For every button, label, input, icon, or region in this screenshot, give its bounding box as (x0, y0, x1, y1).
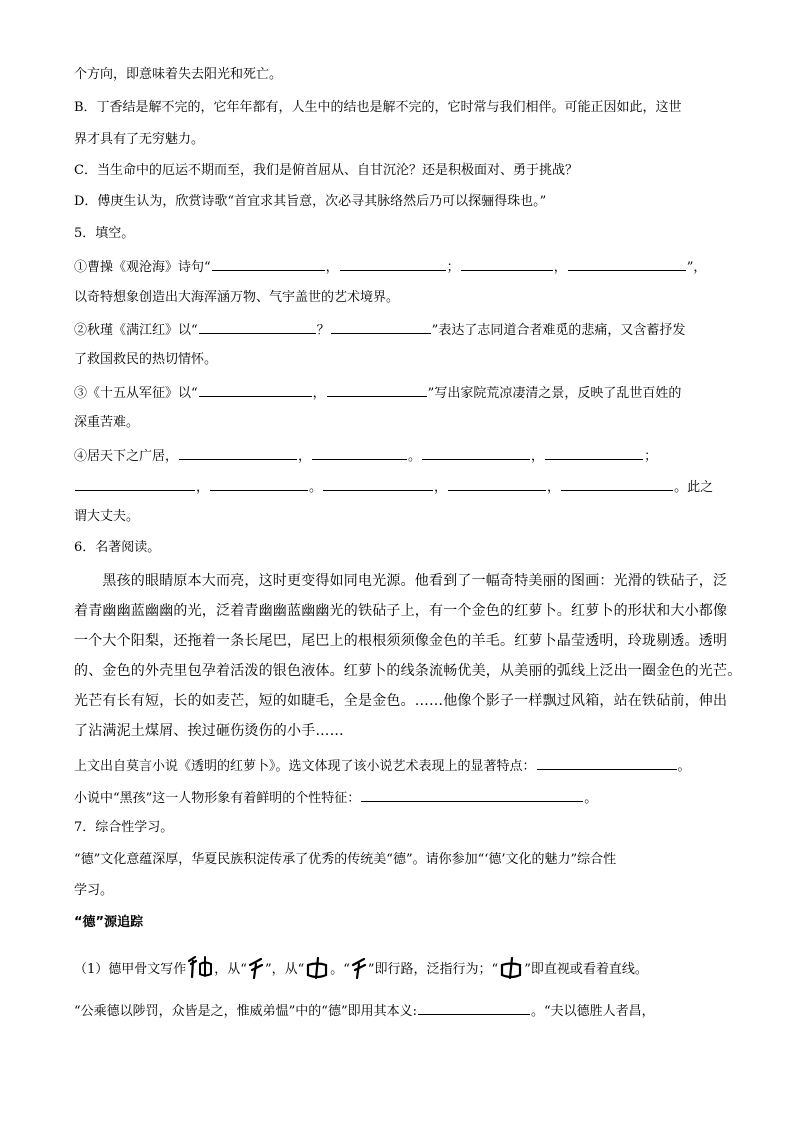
q5-item4-suffix: 。此之 (674, 480, 714, 495)
q7-item1-text: （1）德甲骨文写作 (74, 962, 187, 977)
separator: 。 (309, 480, 323, 495)
separator: ； (446, 260, 460, 275)
separator: ， (547, 480, 561, 495)
fill-blank[interactable] (327, 383, 427, 397)
q4-text-continuation: 个方向，即意味着失去阳光和死亡。 (74, 67, 283, 82)
q6-question2-text: 小说中“黑孩”这一人物形象有着鲜明的个性特征： (74, 791, 361, 806)
q5-item4-line2 (74, 477, 713, 497)
fill-blank[interactable] (75, 477, 195, 491)
q5-item2-suffix: ”表达了志同道合者难觅的悲痛，又含蓄抒发 (431, 323, 686, 338)
q4-option-c: C．当生命中的厄运不期而至，我们是俯首屈从、自甘沉沦？还是积极面对、勇于挑战？ (74, 163, 578, 178)
fill-blank[interactable] (212, 257, 325, 271)
q5-item1-continuation: 以奇特想象创造出大海浑涵万物、气宇盖世的艺术境界。 (74, 290, 400, 305)
separator: ， (434, 480, 448, 495)
q7-item2-text: “公乘德以陟罚，众皆是之，惟威弟愠”中的“德”即用其本义: (74, 1004, 417, 1019)
fill-blank[interactable] (561, 477, 673, 491)
q7-item1-text: ”即行路，泛指行为；“ (367, 962, 499, 977)
q6-question2 (74, 788, 597, 808)
q7-item1 (74, 955, 648, 979)
fill-blank[interactable] (422, 446, 530, 460)
q5-item2-prefix: ②秋瑾《满江红》以“ (74, 323, 198, 338)
q5-item2-continuation: 了救国救民的热切情怀。 (74, 352, 218, 367)
oracle-bone-chi-glyph-icon (248, 957, 264, 979)
oracle-bone-chi-glyph-icon (351, 957, 367, 979)
q7-item2-text: 。“夫以德胜人者昌， (530, 1004, 655, 1019)
q7-item1-text: 。“ (330, 962, 350, 977)
q7-item1-text: ”即直视或看着直线。 (524, 962, 648, 977)
fill-blank[interactable] (461, 257, 553, 271)
q7-item2 (74, 1001, 655, 1021)
separator: ； (644, 449, 658, 464)
q6-question1-text: 上文出自莫言小说《透明的红萝卜》。选文体现了该小说艺术表现上的显著特点： (74, 759, 536, 774)
separator: 。 (677, 759, 691, 774)
q5-item4-continuation: 谓大丈夫。 (74, 509, 140, 524)
q5-item3 (74, 383, 681, 403)
separator: ？ (316, 323, 330, 338)
separator: ， (325, 260, 339, 275)
fill-blank[interactable] (361, 788, 583, 802)
separator: 。 (408, 449, 422, 464)
q5-item3-suffix: ”写出家院荒凉凄清之景，反映了乱世百姓的 (427, 386, 682, 401)
oracle-bone-zhi-glyph-icon (305, 957, 329, 979)
q5-item3-continuation: 深重苦难。 (74, 415, 140, 430)
q5-item1 (74, 257, 706, 277)
fill-blank[interactable] (199, 320, 316, 334)
fill-blank[interactable] (312, 446, 407, 460)
q4-option-d: D．傅庚生认为，欣赏诗歌“首宜求其旨意，次必寻其脉络然后乃可以探骊得珠也。” (74, 194, 547, 209)
q5-item1-prefix: ①曹操《观沧海》诗句“ (74, 260, 211, 275)
q7-intro-line1: “德”文化意蕴深厚，华夏民族积淀传承了优秀的传统美“德”。请你参加“‘德’文化的魅力”综合性 (74, 852, 617, 867)
q6-passage-line6: 了沾满泥土煤屑、挨过砸伤烫伤的小手…… (74, 723, 344, 739)
separator: ， (196, 480, 210, 495)
q5-item4 (74, 446, 657, 466)
q6-passage-line2: 着青幽幽蓝幽幽的光，泛着青幽幽蓝幽幽光的铁砧子上，有一个金色的红萝卜。红萝卜的形状和大小都像 (74, 603, 728, 619)
separator: ， (298, 449, 312, 464)
separator: ， (531, 449, 545, 464)
q4-option-b-line1: B．丁香结是解不完的，它年年都有，人生中的结也是解不完的，它时常与我们相伴。可能正因如此，这世 (74, 100, 682, 115)
separator: 。 (584, 791, 598, 806)
q7-title: 7．综合性学习。 (74, 820, 174, 835)
q6-passage-line4: 的、金色的外壳里包孕着活泼的银色液体。红萝卜的线条流畅优美，从美丽的弧线上泛出一圈金色的光芒。 (74, 663, 742, 679)
q7-item1-text: ，从“ (214, 962, 247, 977)
q5-title: 5．填空。 (74, 226, 135, 241)
oracle-bone-zhi-glyph-icon (499, 957, 523, 979)
fill-blank[interactable] (331, 320, 431, 334)
q7-item1-text: ”，从“ (264, 962, 305, 977)
q6-title: 6．名著阅读。 (74, 540, 161, 555)
fill-blank[interactable] (340, 257, 446, 271)
q7-section-heading: “德”源追踪 (74, 915, 144, 930)
fill-blank[interactable] (418, 1001, 530, 1015)
fill-blank[interactable] (179, 446, 297, 460)
fill-blank[interactable] (537, 756, 677, 770)
fill-blank[interactable] (568, 257, 686, 271)
fill-blank[interactable] (210, 477, 308, 491)
q6-passage-line3: 一个大个阳梨，还拖着一条长尾巴，尾巴上的根根须须像金色的羊毛。红萝卜晶莹透明，玲珑剔透。透明 (74, 633, 728, 649)
fill-blank[interactable] (199, 383, 312, 397)
oracle-bone-de-glyph-icon (187, 955, 213, 979)
q5-item3-prefix: ③《十五从军征》以“ (74, 386, 198, 401)
q5-item4-prefix: ④居天下之广居， (74, 449, 179, 464)
fill-blank[interactable] (545, 446, 643, 460)
q5-item2 (74, 320, 685, 340)
q7-intro-line2: 学习。 (74, 883, 114, 898)
q4-option-b-line2: 界才具有了无穷魅力。 (74, 132, 205, 147)
q5-item1-suffix: ”， (686, 260, 707, 275)
separator: ， (553, 260, 567, 275)
q6-passage-line5: 光芒有长有短，长的如麦芒，短的如睫毛，全是金色。……他像个影子一样飘过风箱，站在铁砧前，伸出 (74, 693, 728, 709)
fill-blank[interactable] (323, 477, 433, 491)
q6-passage-line1: 黑孩的眼睛原本大而亮，这时更变得如同电光源。他看到了一幅奇特美丽的图画：光滑的铁砧子，泛 (74, 573, 728, 589)
fill-blank[interactable] (448, 477, 546, 491)
separator: ， (312, 386, 326, 401)
q6-question1 (74, 756, 691, 776)
